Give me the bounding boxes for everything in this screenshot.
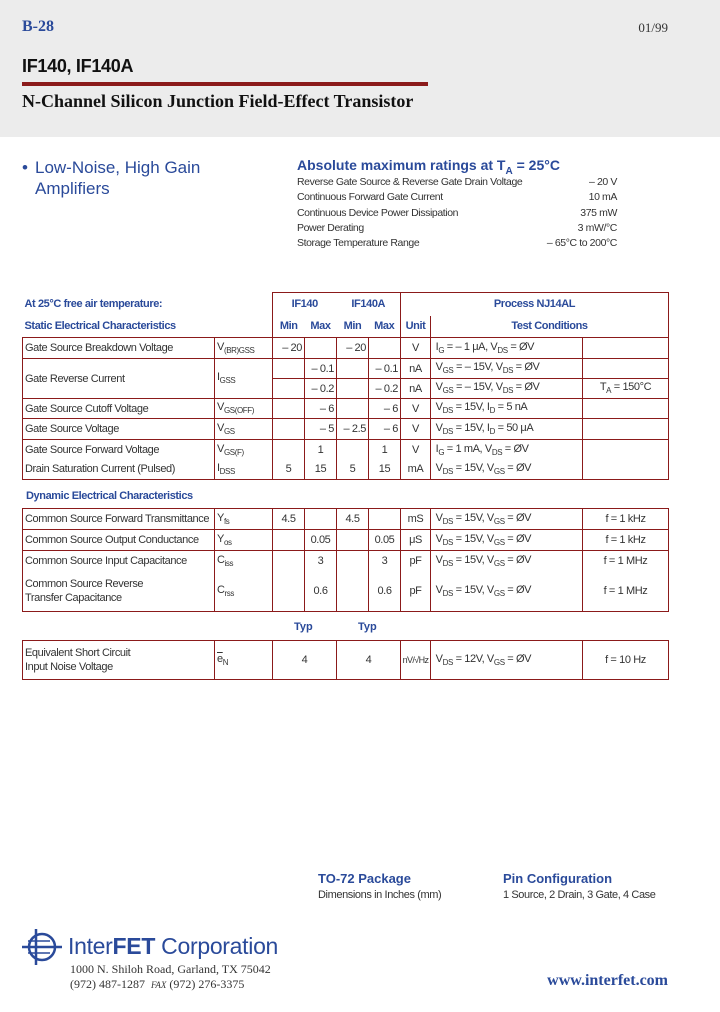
title-rule bbox=[22, 82, 428, 86]
feature-item-continued: Amplifiers bbox=[35, 179, 110, 198]
website-link[interactable]: www.interfet.com bbox=[547, 972, 668, 989]
page-code: B-28 bbox=[22, 18, 54, 35]
feature-list bbox=[22, 157, 200, 199]
abs-max-row: Storage Temperature Range – 65°C to 200°C bbox=[297, 237, 617, 250]
table-row: Gate Source Breakdown Voltage $V_{(BR)GSS}$ – 20 – 20 V $I_G$ = – 1 μA, $V_{DS}$ = ØV bbox=[23, 338, 669, 359]
table-row: Gate Source Forward Voltage $V_{GS(F)}$ 1 1 V $I_G = 1$ mA, $V_{DS}$ = ØV bbox=[23, 440, 669, 460]
table-row: Gate Reverse Current $I_{GSS}$ – 0.1 – 0.1 nA $V_{GS}$ = – 15V, $V_{DS}$ = ØV bbox=[23, 359, 669, 379]
interfet-logo-icon bbox=[20, 927, 64, 967]
abs-max-row: Power Derating 3 mW/°C bbox=[297, 221, 617, 234]
bullet-icon: • bbox=[22, 158, 28, 177]
process-header: Process NJ14AL bbox=[401, 293, 669, 316]
col-test-conditions: Test Conditions bbox=[431, 316, 669, 338]
col-max: Max bbox=[369, 316, 401, 338]
part-numbers: IF140, IF140A bbox=[22, 56, 134, 76]
document-date: 01/99 bbox=[638, 20, 668, 35]
pin-config-subtitle: 1 Source, 2 Drain, 3 Gate, 4 Case bbox=[503, 889, 656, 901]
col-min: Min bbox=[337, 316, 369, 338]
abs-max-title: Absolute maximum ratings at $T_A = 25^\circ C$ bbox=[297, 157, 560, 177]
static-characteristics-table bbox=[22, 292, 669, 480]
document-subtitle: N-Channel Silicon Junction Field-Effect Transistor bbox=[22, 91, 414, 111]
col-min: Min bbox=[273, 316, 305, 338]
abs-max-row: Continuous Device Power Dissipation 375 mW bbox=[297, 206, 617, 219]
table-row: Equivalent Short Circuit Input Noise Voltage $\overline{e}_N$ 4 4 nV/√Hz $V_{DS} = 12V$, $V_{GS}$ = ØV f = 10 Hz bbox=[23, 641, 669, 680]
table-row: Drain Saturation Current (Pulsed) $I_{DSS}$ 5 15 5 15 mA $V_{DS} = 15V$, $V_{GS}$ = ØV bbox=[23, 460, 669, 480]
temperature-label: At 25°C free air temperature: bbox=[24, 298, 163, 310]
table-row: Common Source Reverse Transfer Capacitance $C_{rss}$ 0.6 0.6 pF $V_{DS} = 15V$, $V_{GS}$ = ØV f = 1 MHz bbox=[23, 572, 669, 612]
table-row: Common Source Input Capacitance $C_{iss}$ 3 3 pF $V_{DS} = 15V$, $V_{GS}$ = ØV f = 1 MHz bbox=[23, 551, 669, 572]
company-address: 1000 N. Shiloh Road, Garland, TX 75042 (972) 487-1287 FAX (972) 276-3375 bbox=[70, 962, 271, 991]
company-name: InterFET Corporation bbox=[68, 933, 279, 959]
abs-max-row: Reverse Gate Source & Reverse Gate Drain Voltage – 20 V bbox=[297, 176, 617, 188]
table-row: Common Source Forward Transmittance $Y_{fs}$ 4.5 4.5 mS $V_{DS} = 15V$, $V_{GS}$ = ØV f = 1 kHz bbox=[23, 509, 669, 530]
table-row: – 0.2 – 0.2 nA $V_{GS}$ = – 15V, $V_{DS}$ = ØV $T_A = 150^\circ C$ bbox=[23, 379, 669, 399]
feature-item: • Low-Noise, High Gain bbox=[22, 158, 201, 177]
abs-max-list bbox=[297, 175, 617, 251]
static-section-label: Static Electrical Characteristics bbox=[24, 320, 176, 333]
package-subtitle: Dimensions in Inches (mm) bbox=[318, 889, 442, 901]
abs-max-row: Continuous Forward Gate Current 10 mA bbox=[297, 191, 617, 204]
table-row: Gate Source Cutoff Voltage $V_{GS(OFF)}$ – 6 – 6 V $V_{DS} = 15V$, $I_D = 5$ nA bbox=[23, 399, 669, 419]
dynamic-characteristics-table bbox=[22, 508, 669, 612]
pin-config-title: Pin Configuration bbox=[503, 871, 613, 886]
table-row: Gate Source Voltage $V_{GS}$ – 5 – 2.5 – 6 V $V_{DS} = 15V$, $I_D = 50$ μA bbox=[23, 419, 669, 440]
col-unit: Unit bbox=[401, 316, 431, 338]
typ-header-a: Typ bbox=[294, 621, 313, 633]
typ-header-b: Typ bbox=[358, 621, 377, 633]
dynamic-section-label: Dynamic Electrical Characteristics bbox=[26, 490, 193, 502]
package-title: TO-72 Package bbox=[318, 871, 411, 886]
part-a-header: IF140 bbox=[273, 293, 337, 316]
noise-table bbox=[22, 640, 669, 680]
part-b-header: IF140A bbox=[337, 293, 401, 316]
col-max: Max bbox=[305, 316, 337, 338]
table-row: Common Source Output Conductance $Y_{os}$ 0.05 0.05 μS $V_{DS} = 15V$, $V_{GS}$ = ØV f = 1 kHz bbox=[23, 530, 669, 551]
